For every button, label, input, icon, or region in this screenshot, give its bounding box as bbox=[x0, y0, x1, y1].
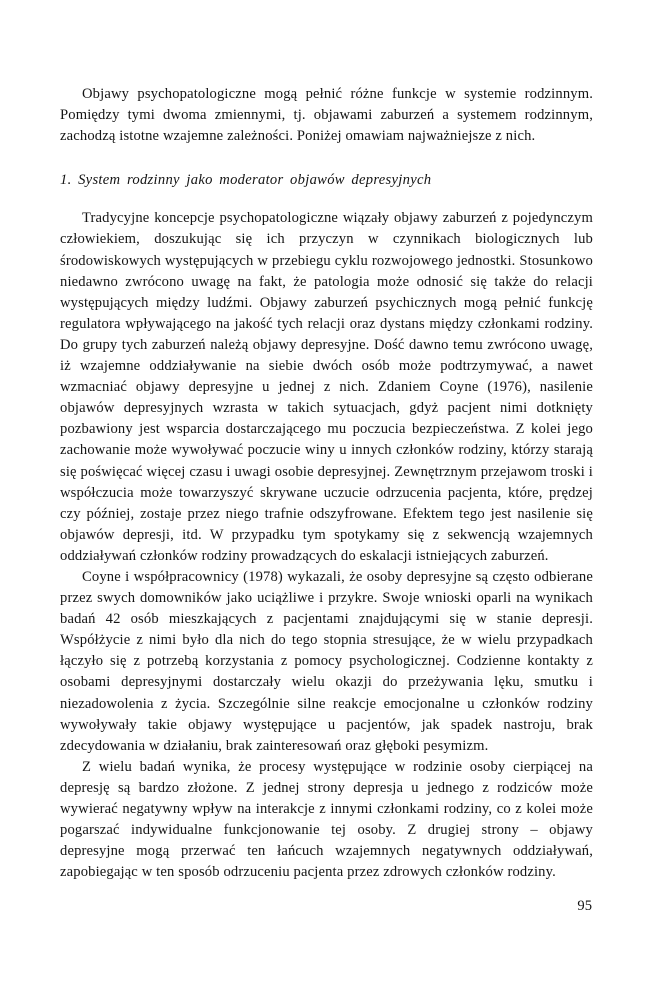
body-paragraph-2: Coyne i współpracownicy (1978) wykazali, że osoby depresyjne są często odbierane przez swych domowników jako uciążliwe i przykre. Swoje wnioski oparli na wynikach badań 42 osób mieszkających z pacjentami znajdującymi się w stanie depresji. Współżycie z nimi było dla nich do tego stopnia stresujące, że w wielu przypadkach łączyło się z potrzebą korzystania z pomocy psychologicznej. Codzienne kontakty z osobami depresyjnymi dostarczały wielu okazji do przeżywania lęku, smutku i niezadowolenia z życia. Szczególnie silne reakcje emocjonalne u członków rodziny wywoływały takie objawy występujące u pacjentów, jak spadek nastroju, brak zdecydowania w działaniu, brak zainteresowań oraz głęboki pesymizm. bbox=[60, 568, 593, 754]
body-paragraph-3: Z wielu badań wynika, że procesy występujące w rodzinie osoby cierpiącej na depresję są bardzo złożone. Z jednej strony depresja u jednego z rodziców może wywierać negatywny wpływ na interakcje z innymi członkami rodziny, co z kolei może pogarszać indywidualne funkcjonowanie tej osoby. Z drugiej strony – objawy depresyjne mogą przerwać ten łańcuch wzajemnych negatywnych oddziaływań, zapobiegając w ten sposób odrzuceniu pacjenta przez zdrowych członków rodziny. bbox=[60, 758, 593, 881]
page-number: 95 bbox=[577, 898, 592, 914]
body-paragraph-1: Tradycyjne koncepcje psychopatologiczne wiązały objawy zaburzeń z pojedynczym człowiekiem, doszukując się ich przyczyn w czynnikach biologicznych lub środowiskowych występujących w przebiegu cyklu rozwojowego jednostki. Stosunkowo niedawno zwrócono uwagę na fakt, że patologia może odnosić się także do relacji występujących między ludźmi. Objawy zaburzeń psychicznych mogą pełnić funkcję regulatora wpływającego na jakość tych relacji oraz dystans między członkami rodziny. Do grupy tych zaburzeń należą objawy depresyjne. Dość dawno temu zwrócono uwagę, iż wzajemne oddziaływanie na siebie dwóch osób może podtrzymywać, a nawet wzmacniać objawy depresyjne u jednej z nich. Zdaniem Coyne (1976), nasilenie objawów depresyjnych wzrasta w takich sytuacjach, gdyż pacjent nimi dotknięty pozbawiony jest wsparcia dostarczającego mu poczucia bezpieczeństwa. Z kolei jego zachowanie może wywoływać poczucie winy u innych członków rodziny, którzy starają się poświęcać więcej czasu i uwagi osobie depresyjnej. Zewnętrznym przejawom troski i współczucia może towarzyszyć skrywane uczucie odrzucenia pacjenta, które, prędzej czy później, zostaje przez niego trafnie odszyfrowane. Efektem tego jest nasilenie się objawów depresji, itd. W przypadku tym spotykamy się z sekwencją wzajemnych oddziaływań członków rodziny prowadzących do eskalacji istniejących zaburzeń. bbox=[60, 210, 593, 564]
spacer-after-heading bbox=[60, 191, 593, 208]
section-heading: 1. System rodzinny jako moderator objawów depresyjnych bbox=[60, 172, 432, 189]
intro-paragraph: Objawy psychopatologiczne mogą pełnić różne funkcje w systemie rodzinnym. Pomiędzy tymi dwoma zmiennymi, tj. objawami zaburzeń a systemem rodzinnym, zachodzą istotne wzajemne zależności. Poniżej omawiam najważniejsze z nich. bbox=[60, 86, 593, 145]
text-column bbox=[60, 84, 593, 883]
spacer-before-heading bbox=[60, 147, 593, 170]
